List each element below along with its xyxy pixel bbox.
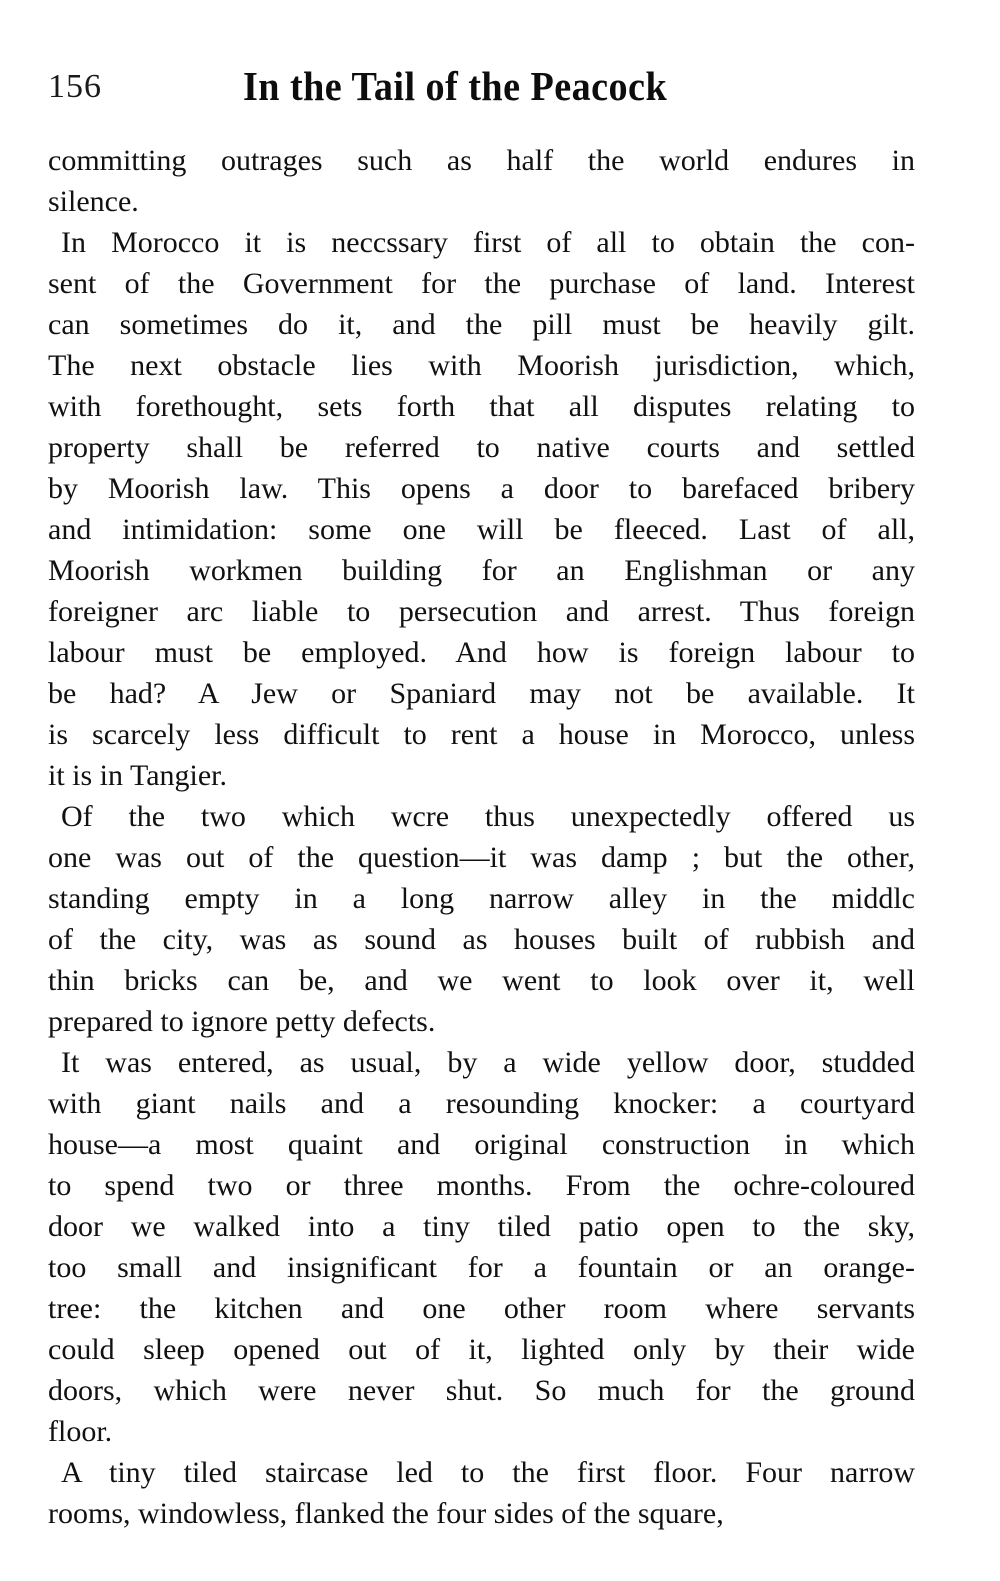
- text-line-content: with forethought, sets forth that all disputes relating to: [48, 390, 915, 423]
- text-line-content: it is in Tangier.: [48, 759, 228, 792]
- text-line-content: labour must be employed. And how is foreign labour to: [48, 636, 915, 669]
- paragraph: [48, 1452, 915, 1534]
- text-line: [48, 468, 915, 509]
- text-line-content: tree: the kitchen and one other room where servants: [48, 1292, 915, 1325]
- text-line: [48, 386, 915, 427]
- page-number: 156: [48, 68, 102, 105]
- text-line-content: committing outrages such as half the world endures in: [48, 144, 915, 177]
- text-line-content: by Moorish law. This opens a door to barefaced bribery: [48, 472, 915, 505]
- text-line: [48, 673, 915, 714]
- text-line: [48, 181, 915, 222]
- text-line-content: and intimidation: some one will be fleeced. Last of all,: [48, 513, 915, 546]
- text-line: [48, 1124, 915, 1165]
- text-line: [48, 1206, 915, 1247]
- text-line: [48, 550, 915, 591]
- text-line-content: thin bricks can be, and we went to look over it, well: [48, 964, 915, 997]
- text-line-content: of the city, was as sound as houses built of rubbish and: [48, 923, 915, 956]
- text-line: [48, 632, 915, 673]
- text-line-content: doors, which were never shut. So much for the ground: [48, 1374, 915, 1407]
- text-line-content: rooms, windowless, flanked the four sides of the square,: [48, 1497, 724, 1530]
- text-line: [48, 1042, 915, 1083]
- text-line: [48, 263, 915, 304]
- running-head: [48, 62, 915, 112]
- text-line-content: too small and insignificant for a fountain or an orange-: [48, 1251, 915, 1284]
- text-line-content: to spend two or three months. From the ochre-coloured: [48, 1169, 915, 1202]
- text-line-content: be had? A Jew or Spaniard may not be available. It: [48, 677, 915, 710]
- text-line-content: one was out of the question—it was damp ; but the other,: [48, 841, 915, 874]
- text-line: [48, 1083, 915, 1124]
- text-line: [48, 1370, 915, 1411]
- text-line-content: Of the two which wcre thus unexpectedly offered us: [61, 800, 915, 833]
- text-line: [48, 919, 915, 960]
- text-line-content: property shall be referred to native courts and settled: [48, 431, 915, 464]
- text-line: [48, 1452, 915, 1493]
- text-line: [48, 509, 915, 550]
- text-line: [48, 837, 915, 878]
- text-line-content: house—a most quaint and original construction in which: [48, 1128, 915, 1161]
- text-line-content: sent of the Government for the purchase of land. Interest: [48, 267, 915, 300]
- text-line: [48, 591, 915, 632]
- text-line: [48, 427, 915, 468]
- running-title: In the Tail of the Peacock: [243, 63, 668, 109]
- text-line-content: The next obstacle lies with Moorish jurisdiction, which,: [48, 349, 915, 382]
- text-line: [48, 878, 915, 919]
- text-line: [48, 1288, 915, 1329]
- text-line-content: It was entered, as usual, by a wide yellow door, studded: [61, 1046, 915, 1079]
- body-text: [48, 140, 915, 1534]
- text-line-content: is scarcely less difficult to rent a house in Morocco, unless: [48, 718, 915, 751]
- text-line: [48, 140, 915, 181]
- text-line-content: standing empty in a long narrow alley in the middlc: [48, 882, 915, 915]
- text-line: [48, 960, 915, 1001]
- text-line-content: with giant nails and a resounding knocker: a courtyard: [48, 1087, 915, 1120]
- text-line-content: In Morocco it is neccssary first of all to obtain the con-: [61, 226, 915, 259]
- text-line: [48, 1411, 915, 1452]
- text-line: [48, 755, 915, 796]
- text-line: [48, 304, 915, 345]
- text-line-content: door we walked into a tiny tiled patio open to the sky,: [48, 1210, 915, 1243]
- paragraph: [48, 1042, 915, 1452]
- text-line: [48, 222, 915, 263]
- text-line: [48, 345, 915, 386]
- paragraph: [48, 222, 915, 796]
- text-line: [48, 1165, 915, 1206]
- paragraph: [48, 796, 915, 1042]
- text-line-content: A tiny tiled staircase led to the first floor. Four narrow: [61, 1456, 915, 1489]
- text-line: [48, 714, 915, 755]
- text-line-content: Moorish workmen building for an Englishman or any: [48, 554, 915, 587]
- text-line: [48, 1493, 915, 1534]
- text-line-content: silence.: [48, 185, 139, 218]
- text-line: [48, 1001, 915, 1042]
- text-line-content: prepared to ignore petty defects.: [48, 1005, 436, 1038]
- text-line-content: could sleep opened out of it, lighted only by their wide: [48, 1333, 915, 1366]
- text-line: [48, 1247, 915, 1288]
- text-line-content: foreigner arc liable to persecution and arrest. Thus foreign: [48, 595, 915, 628]
- text-line: [48, 796, 915, 837]
- text-line: [48, 1329, 915, 1370]
- paragraph: [48, 140, 915, 222]
- text-line-content: floor.: [48, 1415, 113, 1448]
- text-line-content: can sometimes do it, and the pill must be heavily gilt.: [48, 308, 915, 341]
